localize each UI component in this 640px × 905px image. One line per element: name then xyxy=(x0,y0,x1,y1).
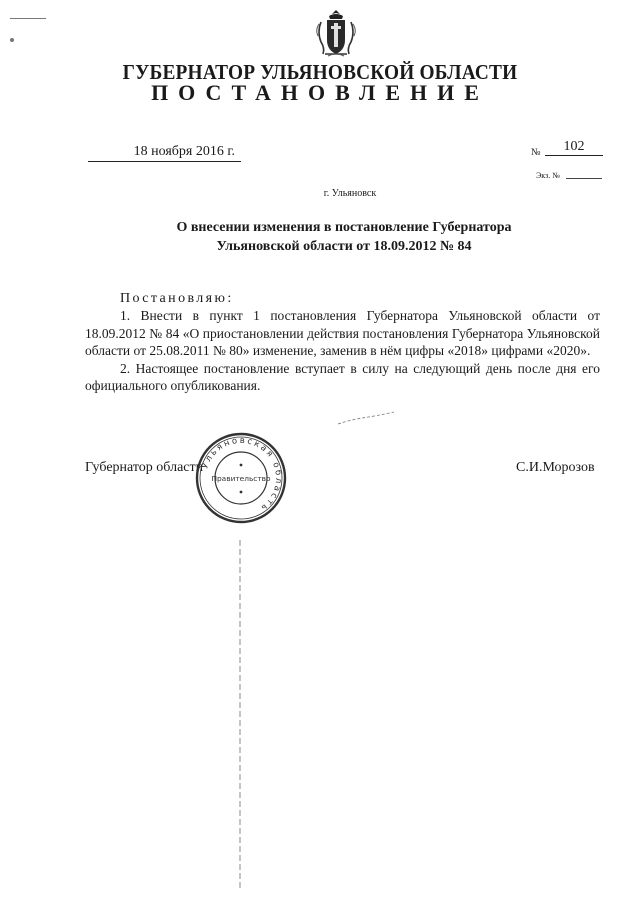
copy-number-line xyxy=(566,178,602,179)
coat-of-arms-icon xyxy=(313,8,359,58)
subject-line-1: О внесении изменения в постановление Губернатора xyxy=(176,220,512,235)
document-body xyxy=(85,290,600,394)
scan-mark xyxy=(10,18,46,19)
seal-center-text: Правительство xyxy=(211,474,271,483)
margin-line xyxy=(239,540,241,890)
document-date: 18 ноября 2016 г. xyxy=(88,143,241,162)
signatory-name: С.И.Морозов xyxy=(516,460,595,475)
body-paragraph-2: 2. Настоящее постановление вступает в силу на следующий день после дня его официального опубликования. xyxy=(85,360,600,394)
document-number: 102 xyxy=(545,139,603,156)
scan-dot xyxy=(10,38,14,42)
official-seal-icon xyxy=(193,430,289,526)
subject-line-2: Ульяновской области от 18.09.2012 № 84 xyxy=(216,239,472,254)
document-type: ПОСТАНОВЛЕНИЕ xyxy=(151,80,489,105)
number-label: № xyxy=(531,147,541,158)
city: г. Ульяновск xyxy=(323,188,377,199)
copy-label: Экз. № xyxy=(536,171,560,180)
body-intro: Постановляю: xyxy=(120,291,234,306)
org-title: ГУБЕРНАТОР УЛЬЯНОВСКОЙ ОБЛАСТИ xyxy=(122,60,518,84)
body-paragraph-1: 1. Внести в пункт 1 постановления Губернатора Ульяновской области от 18.09.2012 № 84 «О приостановлении действия постановления Губернатора Ульяновской области от 25.08.2011 № 80» изменение, заменив в нём цифры «2018» цифрами «2020». xyxy=(85,308,600,359)
signatory-position: Губернатор области xyxy=(85,460,204,475)
seal-ring-text: Ульяновская область xyxy=(200,435,284,514)
document-subject xyxy=(120,218,568,256)
pen-mark xyxy=(336,408,396,428)
